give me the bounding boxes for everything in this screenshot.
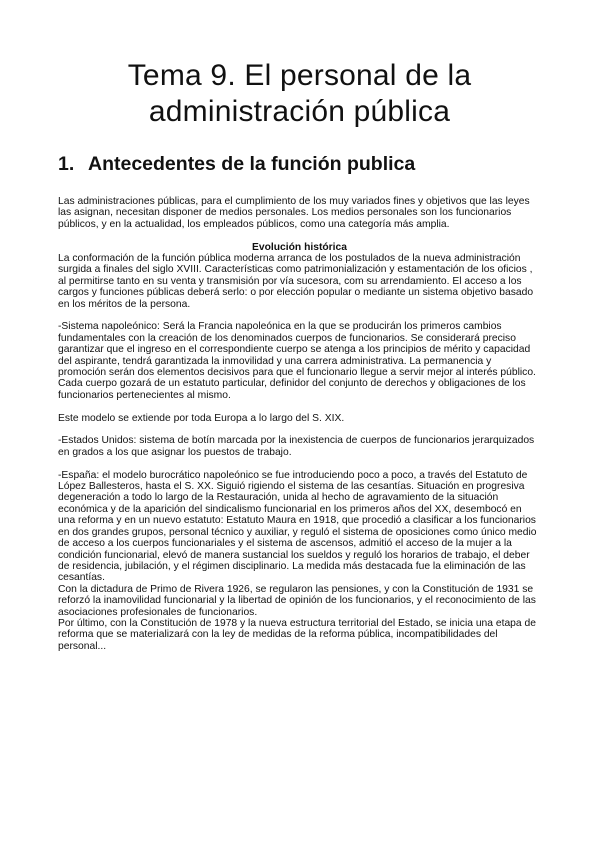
paragraph-spacer bbox=[58, 424, 541, 435]
paragraph-spacer bbox=[58, 310, 541, 321]
paragraph-spacer bbox=[58, 230, 541, 241]
page-title bbox=[58, 58, 541, 130]
title-line-2: administración pública bbox=[148, 95, 451, 128]
napoleonic-system-paragraph: -Sistema napoleónico: Será la Francia napoleónica en la que se producirán los primeros cambios fundamentales con la creación de los denominados cuerpos de funcionarios. Se considerará preciso garantizar que el ingreso en el correspondiente cuerpo se atenga a los principios de mérito y capacidad del aspirante, tendrá garantizada la inmovilidad y una carrera administrativa. La permanencia y promoción serán dos elementos decisivos para que el funcionario llegue a servir mejor al interés público. Cada cuerpo gozará de un estatuto particular, definidor del conjunto de derechos y obligaciones de los funcionarios pertenecientes al mismo. bbox=[58, 321, 536, 401]
paragraph-spacer bbox=[58, 458, 541, 469]
constitution-1978-paragraph: Por último, con la Constitución de 1978 y la nueva estructura territorial del Estado, se inicia una etapa de reforma que se materializará con la ley de medidas de la reforma pública, incompatibilidades del personal... bbox=[58, 617, 536, 652]
history-paragraph: La conformación de la función pública moderna arranca de los postulados de la nueva administración surgida a finales del siglo XVIII. Características como patrimonialización y estamentación de los oficios , al permitirse tanto en su venta y transmisión por vía sucesora, com su arrendamiento. El acceso a los cargos y funciones públicas deberá serlo: o por elección popular o mediante un sistema objetivo basado en los méritos de la persona. bbox=[58, 253, 534, 310]
europe-paragraph: Este modelo se extiende por toda Europa a lo largo del S. XIX. bbox=[58, 412, 345, 424]
title-line-1: Tema 9. El personal de la bbox=[127, 59, 472, 92]
intro-paragraph: Las administraciones públicas, para el cumplimiento de los muy variados fines y objetivos que las leyes las asignan, necesitan disponer de medios personales. Los medios personales son los funcionarios públicos, y en la actualidad, los empleados públicos, como una categoría más amplia. bbox=[58, 196, 530, 230]
primo-de-rivera-paragraph: Con la dictadura de Primo de Rivera 1926, se regularon las pensiones, y con la Constitución de 1931 se reforzó la inamovilidad funcionarial y la libertad de opinión de los funcionarios, y el reconocimiento de las asociaciones profesionales de funcionarios. bbox=[58, 583, 536, 618]
section-heading bbox=[58, 152, 541, 176]
united-states-paragraph: -Estados Unidos: sistema de botín marcada por la inexistencia de cuerpos de funcionarios jerarquizados en grados a los que asignar los puestos de trabajo. bbox=[58, 435, 535, 458]
section-number: 1. bbox=[58, 153, 75, 175]
section-title: Antecedentes de la función publica bbox=[88, 153, 416, 175]
subheading-historical-evolution: Evolución histórica bbox=[252, 241, 347, 253]
paragraph-spacer bbox=[58, 401, 541, 412]
spain-paragraph: -España: el modelo burocrático napoleónico se fue introduciendo poco a poco, a través del Estatuto de López Ballesteros, hasta el S. XX. Siguió rigiendo el sistema de las cesantías. Situación en progresiva degeneración a todo lo largo de la Restauración, unida al hecho de agravamiento de la situación económica y de la aparición del sindicalismo funcionarial en los primeros años del XX, desembocó en una reforma y en un nuevo estatuto: Estatuto Maura en 1918, que procedió a clasificar a los funcionarios en dos grandes grupos, personal técnico y auxiliar, y reguló el sistema de oposiciones como único medio de acceso a los cuerpos funcionariales y el sistema de ascensos, admitió el acceso de la mujer a la condición funcionarial, elevó de manera sustancial los sueldos y reguló los horarios de trabajo, el deber de residencia, jubilación, y el régimen disciplinario. La medida más destacada fue la eliminación de las cesantías. bbox=[58, 469, 537, 584]
